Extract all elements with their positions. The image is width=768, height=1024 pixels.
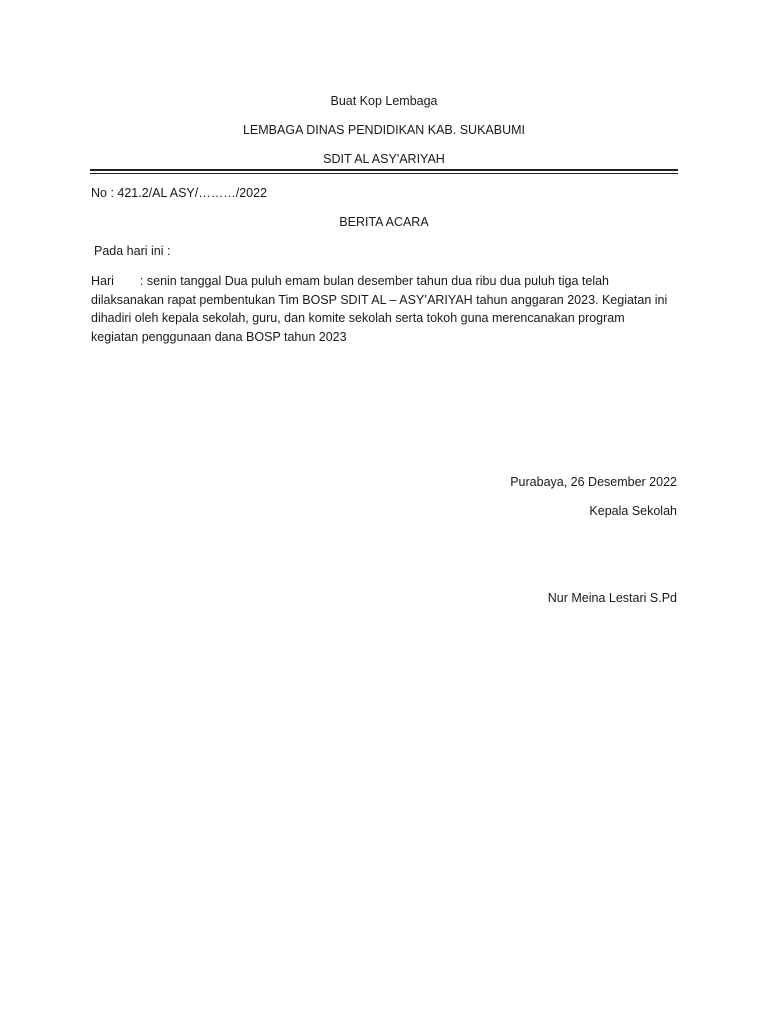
- signature-position: Kepala Sekolah: [589, 504, 677, 518]
- body-text: : senin tanggal Dua puluh emam bulan desember tahun dua ribu dua puluh tiga telah: [139, 274, 610, 288]
- body-label: Hari: [91, 274, 114, 288]
- school-name: SDIT AL ASY'ARIYAH: [323, 152, 445, 166]
- signatory-name: Nur Meina Lestari S.Pd: [547, 591, 677, 605]
- letterhead-placeholder: Buat Kop Lembaga: [330, 94, 438, 108]
- body-line: dilaksanakan rapat pembentukan Tim BOSP SDIT AL – ASY’ARIYAH tahun anggaran 2023. Kegiatan ini: [91, 292, 668, 307]
- letterhead-divider-thick: [90, 169, 678, 171]
- document-number: No : 421.2/AL ASY/………/2022: [91, 186, 268, 200]
- body-paragraph: [91, 272, 681, 347]
- institution-name: LEMBAGA DINAS PENDIDIKAN KAB. SUKABUMI: [242, 123, 526, 137]
- signature-place-date: Purabaya, 26 Desember 2022: [510, 475, 677, 489]
- body-line: kegiatan penggunaan dana BOSP tahun 2023: [91, 330, 347, 345]
- intro-text: Pada hari ini :: [94, 244, 171, 258]
- document-title: BERITA ACARA: [339, 215, 429, 229]
- body-line: [91, 272, 681, 291]
- body-line: dihadiri oleh kepala sekolah, guru, dan komite sekolah serta tokoh guna merencanakan program: [91, 311, 625, 326]
- letterhead-divider-thin: [90, 173, 678, 174]
